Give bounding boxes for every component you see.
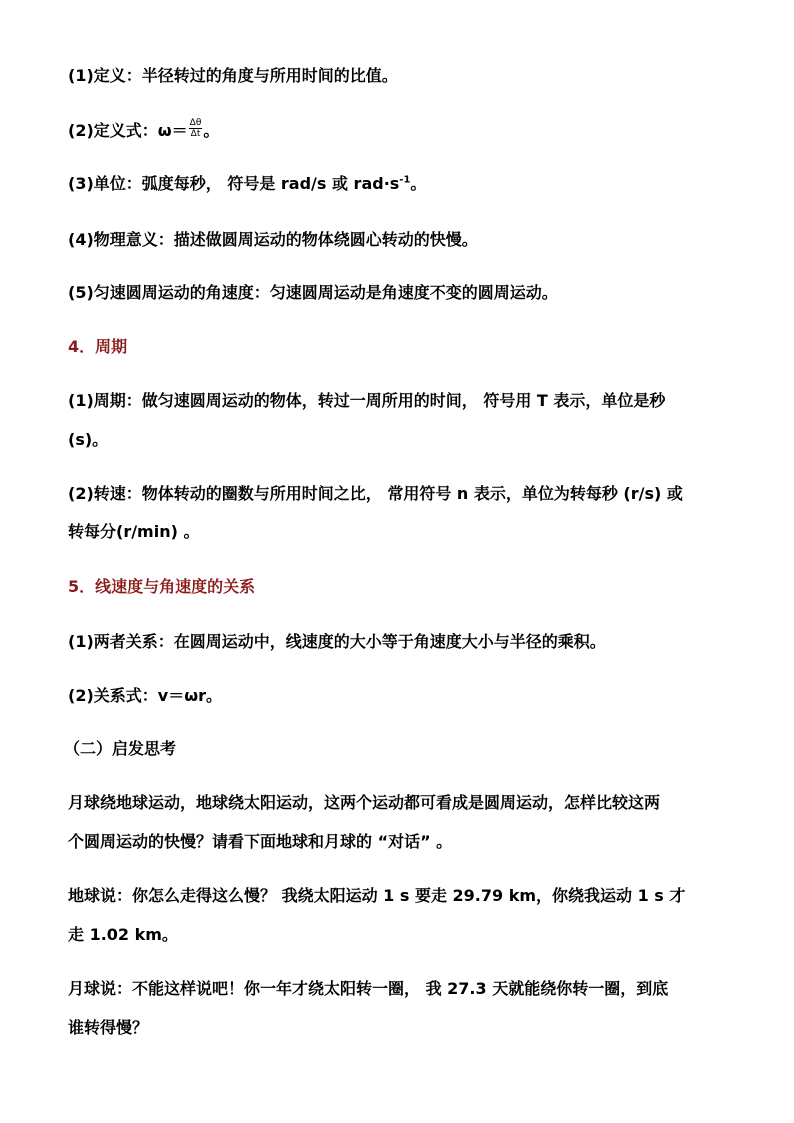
question-line-1 xyxy=(68,792,754,814)
relation-text: (1)两者关系：在圆周运动中，线速度的大小等于角速度大小与半径的乘积。 xyxy=(68,632,606,651)
fraction-denominator: Δt xyxy=(190,129,201,139)
unit-suffix: 。 xyxy=(410,174,427,193)
period-text: (1)周期：做匀速圆周运动的物体，转过一周所用的时间， 符号用 T 表示，单位是秒 xyxy=(68,391,666,410)
rotation-speed-text: (2)转速：物体转动的圈数与所用时间之比， 常用符号 n 表示，单位为转每秒 (r/s) 或 xyxy=(68,484,683,503)
rotation-speed-line-2 xyxy=(68,521,754,543)
section-heading-text: （二）启发思考 xyxy=(64,739,177,758)
unit-text: (3)单位：弧度每秒， 符号是 rad/s 或 rad·s xyxy=(68,174,400,193)
relation-formula-text: (2)关系式：v＝ωr。 xyxy=(68,686,222,705)
relation-line xyxy=(68,631,754,653)
earth-says-line-1 xyxy=(68,885,754,907)
unit-exponent: -1 xyxy=(399,174,411,186)
earth-says-text-cont: 走 1.02 km。 xyxy=(68,925,178,944)
rotation-speed-line-1 xyxy=(68,483,754,505)
earth-says-text: 地球说：你怎么走得这么慢？ 我绕太阳运动 1 s 要走 29.79 km，你绕我运动 1 s 才 xyxy=(68,886,686,905)
moon-says-line-2 xyxy=(68,1017,754,1039)
unit-line xyxy=(68,173,754,195)
uniform-angular-velocity-line xyxy=(68,282,754,304)
uniform-angular-velocity-text: (5)匀速圆周运动的角速度：匀速圆周运动是角速度不变的圆周运动。 xyxy=(68,283,558,302)
moon-says-text-cont: 谁转得慢？ xyxy=(68,1018,149,1037)
physical-meaning-line xyxy=(68,229,754,251)
moon-says-text: 月球说：不能这样说吧！你一年才绕太阳转一圈， 我 27.3 天就能绕你转一圈，到底 xyxy=(68,979,669,998)
question-line-2 xyxy=(68,831,754,853)
question-text-cont: 个圆周运动的快慢？请看下面地球和月球的 “对话” 。 xyxy=(68,832,453,851)
relation-formula-line xyxy=(68,685,754,707)
formula-prefix: (2)定义式：ω＝ xyxy=(68,121,188,140)
definition-text: (1)定义：半径转过的角度与所用时间的比值。 xyxy=(68,66,398,85)
section-heading-period xyxy=(68,336,754,358)
moon-says-line-1 xyxy=(68,978,754,1000)
section-heading-text: 5．线速度与角速度的关系 xyxy=(68,577,256,596)
period-text-cont: (s)。 xyxy=(68,430,109,449)
fraction xyxy=(189,118,203,139)
formula-suffix: 。 xyxy=(203,121,220,140)
definition-line xyxy=(68,65,754,87)
fraction-numerator: Δθ xyxy=(189,118,202,128)
period-line-2 xyxy=(68,429,754,451)
section-heading-inspiration xyxy=(64,738,754,760)
definition-formula-line xyxy=(68,120,754,142)
earth-says-line-2 xyxy=(68,924,754,946)
rotation-speed-text-cont: 转每分(r/min) 。 xyxy=(68,522,200,541)
physical-meaning-text: (4)物理意义：描述做圆周运动的物体绕圆心转动的快慢。 xyxy=(68,230,478,249)
section-heading-text: 4．周期 xyxy=(68,337,128,356)
period-line-1 xyxy=(68,390,754,412)
section-heading-relation xyxy=(68,576,754,598)
question-text: 月球绕地球运动，地球绕太阳运动，这两个运动都可看成是圆周运动，怎样比较这两 xyxy=(68,793,661,812)
